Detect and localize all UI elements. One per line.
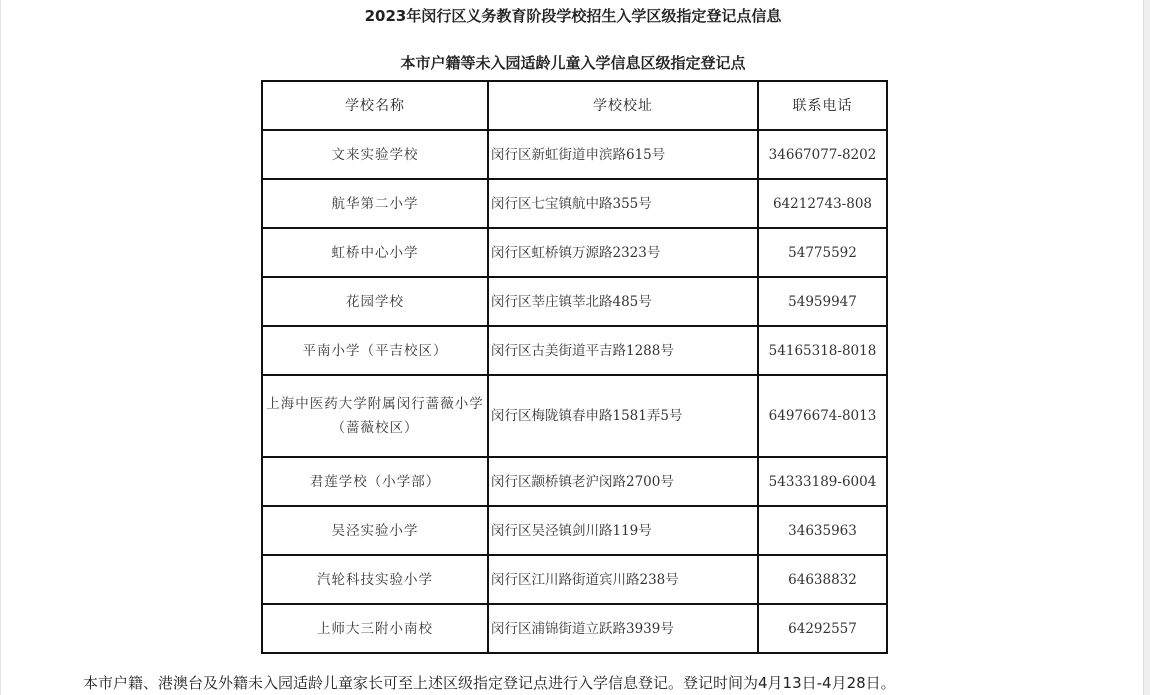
scrollbar-track[interactable] <box>1143 0 1150 695</box>
table-header-row <box>262 81 887 130</box>
school-address-cell: 闵行区虹桥镇万源路2323号 <box>488 228 758 277</box>
school-name-cell: 汽轮科技实验小学 <box>262 555 488 604</box>
table-row <box>262 457 887 506</box>
phone-cell: 34667077-8202 <box>758 130 887 179</box>
phone-cell: 54165318-8018 <box>758 326 887 375</box>
phone-cell: 64638832 <box>758 555 887 604</box>
table-row <box>262 555 887 604</box>
table-row <box>262 228 887 277</box>
school-name-cell: 君莲学校（小学部） <box>262 457 488 506</box>
school-name-cell: 虹桥中心小学 <box>262 228 488 277</box>
school-address-cell: 闵行区江川路街道宾川路238号 <box>488 555 758 604</box>
page-title: 2023年闵行区义务教育阶段学校招生入学区级指定登记点信息 <box>364 7 782 25</box>
phone-cell: 64292557 <box>758 604 887 653</box>
school-name-cell: 航华第二小学 <box>262 179 488 228</box>
school-name-cell: 文来实验学校 <box>262 130 488 179</box>
school-name-cell: 吴泾实验小学 <box>262 506 488 555</box>
school-name-cell: 上师大三附小南校 <box>262 604 488 653</box>
school-name-cell: 平南小学（平吉校区） <box>262 326 488 375</box>
school-name-cell: 花园学校 <box>262 277 488 326</box>
phone-cell: 54959947 <box>758 277 887 326</box>
school-address-cell: 闵行区颛桥镇老沪闵路2700号 <box>488 457 758 506</box>
school-name-cell: 上海中医药大学附属闵行蔷薇小学（蔷薇校区） <box>262 375 488 457</box>
school-address-cell: 闵行区浦锦街道立跃路3939号 <box>488 604 758 653</box>
table-row <box>262 179 887 228</box>
school-address-cell: 闵行区古美街道平吉路1288号 <box>488 326 758 375</box>
registration-notice: 本市户籍、港澳台及外籍未入园适龄儿童家长可至上述区级指定登记点进行入学信息登记。登记时间为4月13日-4月28日。 <box>83 674 896 692</box>
header-school-address: 学校校址 <box>488 81 758 130</box>
section-subtitle: 本市户籍等未入园适龄儿童入学信息区级指定登记点 <box>400 54 746 72</box>
phone-cell: 54775592 <box>758 228 887 277</box>
school-address-cell: 闵行区梅陇镇春申路1581弄5号 <box>488 375 758 457</box>
registration-points-table <box>261 80 888 654</box>
table-row <box>262 375 887 457</box>
phone-cell: 54333189-6004 <box>758 457 887 506</box>
phone-cell: 34635963 <box>758 506 887 555</box>
phone-cell: 64212743-808 <box>758 179 887 228</box>
table-row <box>262 130 887 179</box>
school-address-cell: 闵行区新虹街道申滨路615号 <box>488 130 758 179</box>
table-row <box>262 326 887 375</box>
phone-cell: 64976674-8013 <box>758 375 887 457</box>
school-address-cell: 闵行区七宝镇航中路355号 <box>488 179 758 228</box>
table-row <box>262 506 887 555</box>
table-row <box>262 277 887 326</box>
header-phone: 联系电话 <box>758 81 887 130</box>
school-address-cell: 闵行区莘庄镇莘北路485号 <box>488 277 758 326</box>
left-border <box>0 0 1 695</box>
table-row <box>262 604 887 653</box>
school-address-cell: 闵行区吴泾镇剑川路119号 <box>488 506 758 555</box>
header-school-name: 学校名称 <box>262 81 488 130</box>
